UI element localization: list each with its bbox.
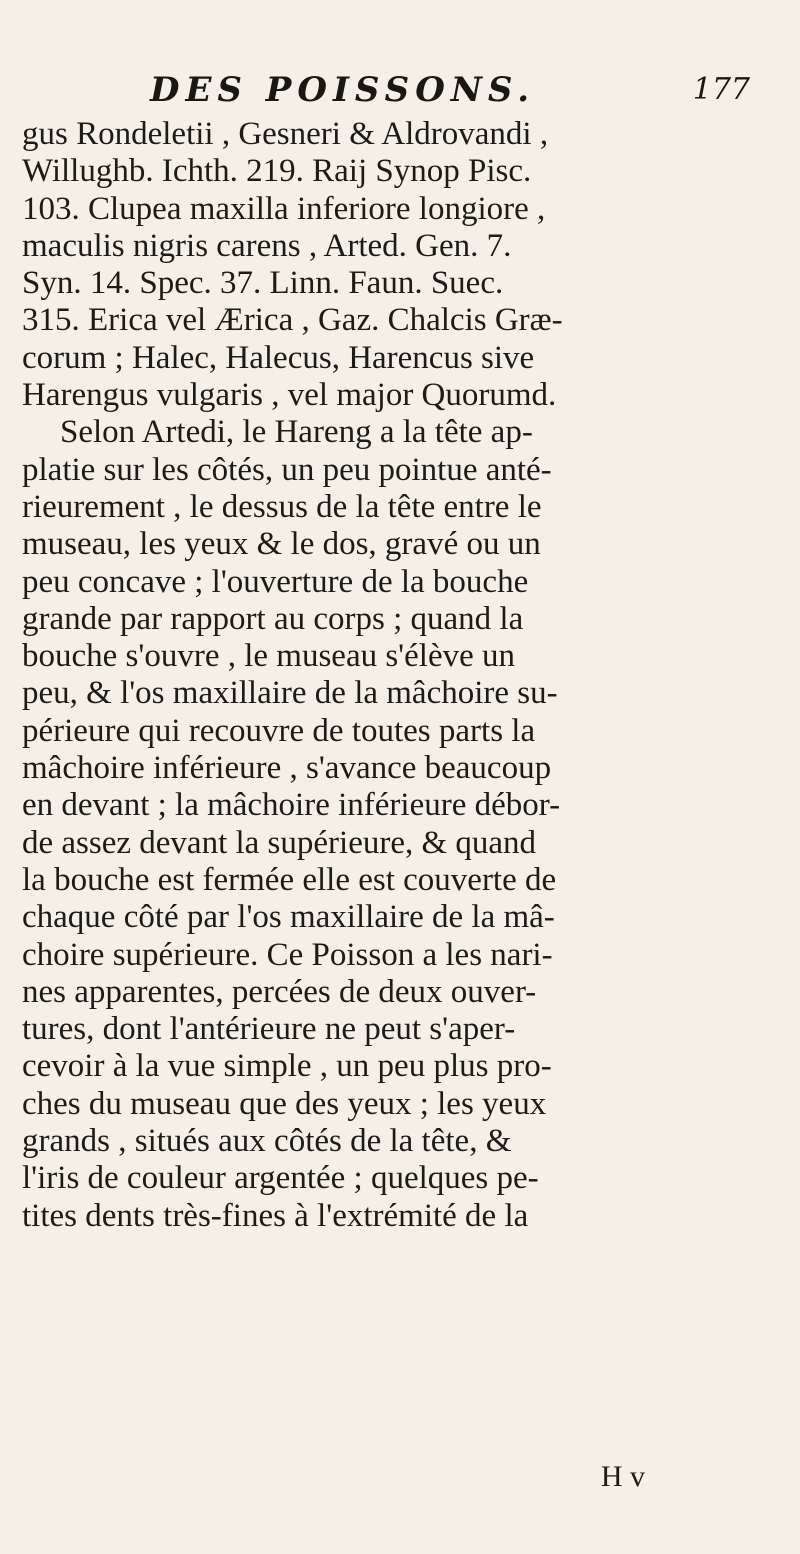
text-line: corum ; Halec, Halecus, Harencus sive <box>22 339 535 376</box>
running-head: DES POISSONS. <box>150 70 536 110</box>
catchword: H v <box>600 1460 645 1493</box>
text-line: rieurement , le dessus de la tête entre le <box>22 488 542 525</box>
text-line: Willughb. Ichth. 219. Raij Synop Pisc. <box>22 153 532 190</box>
text-line: grande par rapport au corps ; quand la <box>22 600 524 637</box>
text-line: maculis nigris carens , Arted. Gen. 7. <box>22 227 512 264</box>
text-line: cevoir à la vue simple , un peu plus pro- <box>22 1048 552 1085</box>
text-line: tures, dont l'antérieure ne peut s'aper- <box>22 1011 516 1048</box>
text-line: tites dents très-fines à l'extrémité de la <box>22 1197 529 1234</box>
text-line: en devant ; la mâchoire inférieure débor- <box>22 787 561 824</box>
text-line: bouche s'ouvre , le museau s'élève un <box>22 638 515 675</box>
text-line: la bouche est fermée elle est couverte de <box>22 861 557 898</box>
text-line: Harengus vulgaris , vel major Quorumd. <box>22 377 557 414</box>
text-line: ches du museau que des yeux ; les yeux <box>22 1085 547 1122</box>
text-line: Selon Artedi, le Hareng a la tête ap- <box>60 414 533 451</box>
page-header <box>150 70 750 120</box>
text-line: 315. Erica vel Ærica , Gaz. Chalcis Græ- <box>22 302 563 339</box>
text-line: périeure qui recouvre de toutes parts la <box>22 712 536 749</box>
text-line: choire supérieure. Ce Poisson a les nari- <box>22 936 553 973</box>
text-line: museau, les yeux & le dos, gravé ou un <box>22 526 541 563</box>
text-line: mâchoire inférieure , s'avance beaucoup <box>22 750 552 787</box>
text-line: chaque côté par l'os maxillaire de la mâ- <box>22 899 555 936</box>
text-line: Syn. 14. Spec. 37. Linn. Faun. Suec. <box>22 265 504 302</box>
page-number: 177 <box>692 72 750 107</box>
text-line: 103. Clupea maxilla inferiore longiore , <box>22 190 546 227</box>
text-line: l'iris de couleur argentée ; quelques pe- <box>22 1160 539 1197</box>
text-line: de assez devant la supérieure, & quand <box>22 824 537 861</box>
text-line: gus Rondeletii , Gesneri & Aldrovandi , <box>22 116 549 152</box>
body-text <box>22 116 792 1235</box>
text-line: grands , situés aux côtés de la tête, & <box>22 1123 512 1160</box>
text-line: peu, & l'os maxillaire de la mâchoire su- <box>22 675 558 712</box>
text-line: platie sur les côtés, un peu pointue anté- <box>22 451 552 488</box>
text-line: nes apparentes, percées de deux ouver- <box>22 973 537 1010</box>
text-line: peu concave ; l'ouverture de la bouche <box>22 563 529 600</box>
